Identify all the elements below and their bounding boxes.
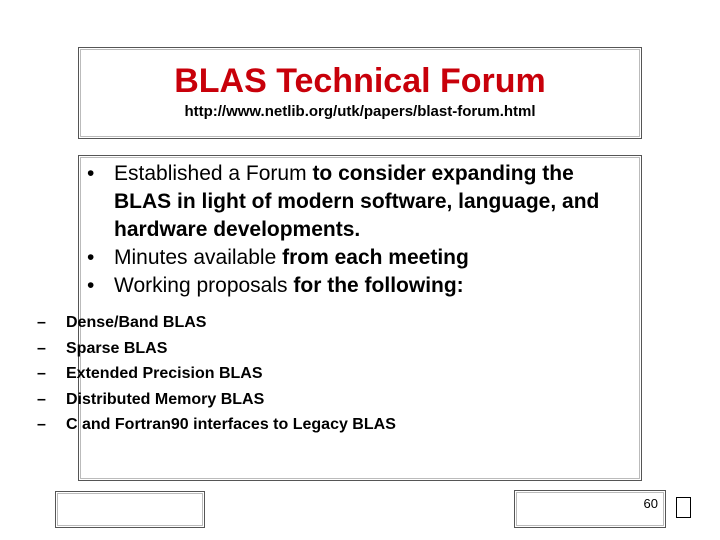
slide-title: BLAS Technical Forum <box>174 62 546 100</box>
dash-icon: – <box>37 365 46 382</box>
bullet-rest: for the following: <box>293 274 464 297</box>
sub-item <box>0 412 396 438</box>
bullet-item <box>79 244 631 272</box>
bullet-icon: • <box>87 274 95 297</box>
sub-item <box>0 387 396 413</box>
slide-number-box <box>514 490 666 528</box>
bullet-lead: Minutes available <box>114 246 283 269</box>
empty-box-icon <box>676 497 691 518</box>
bullet-lead: Working proposals <box>114 274 294 297</box>
forum-url: http://www.netlib.org/utk/papers/blast-forum.html <box>184 103 536 120</box>
bullet-list <box>79 160 631 300</box>
dash-icon: – <box>37 314 46 331</box>
dash-icon: – <box>37 416 46 433</box>
dash-icon: – <box>37 390 46 408</box>
footer-left-box <box>55 491 205 528</box>
dash-icon: – <box>37 339 46 357</box>
sub-item-label: Distributed Memory BLAS <box>66 390 265 408</box>
bullet-icon: • <box>87 162 95 185</box>
bullet-lead: Established a Forum <box>114 162 313 185</box>
slide-number: 60 <box>643 496 658 511</box>
sub-item-label: Extended Precision BLAS <box>66 365 263 382</box>
sub-item-label: C and Fortran90 interfaces to Legacy BLAS <box>66 416 396 433</box>
sub-item <box>0 336 396 362</box>
sub-item <box>0 310 396 336</box>
bullet-rest: from each meeting <box>282 246 469 269</box>
title-box <box>78 47 642 139</box>
bullet-icon: • <box>87 246 95 269</box>
bullet-rest: to consider expanding the BLAS in light of modern software, language, and hardware developments. <box>114 162 600 241</box>
sub-item-label: Dense/Band BLAS <box>66 314 207 331</box>
sub-item-list <box>0 310 396 438</box>
bullet-item <box>79 160 631 244</box>
sub-item <box>0 361 396 387</box>
bullet-item <box>79 272 631 300</box>
sub-item-label: Sparse BLAS <box>66 339 168 357</box>
